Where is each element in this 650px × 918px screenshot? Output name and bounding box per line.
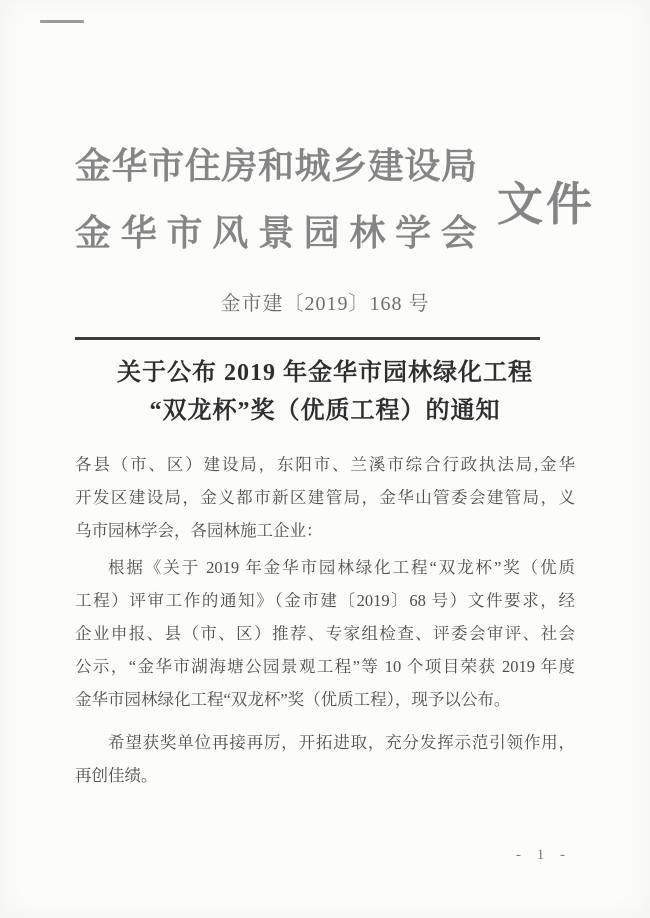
body-line: 企业申报、县（市、区）推荐、专家组检查、评委会审评、社会 (75, 624, 575, 643)
org-name-char: 城 (294, 146, 331, 186)
scan-corner-mark (40, 20, 84, 23)
letterhead-divider-rule (75, 337, 540, 340)
org-name-char: 房 (221, 146, 258, 186)
body-line: 各县（市、区）建设局，东阳市、兰溪市综合行政执法局,金华 (75, 455, 575, 474)
org-name-char: 设 (404, 146, 441, 186)
org-name-char: 园 (303, 213, 340, 253)
issuing-organizations (75, 130, 477, 264)
org-name-char: 和 (257, 146, 294, 186)
document-title-line1: 关于公布 2019 年金华市园林绿化工程 (117, 360, 533, 386)
document-title-line2: “双龙杯”奖（优质工程）的通知 (149, 398, 501, 424)
document-body (75, 448, 575, 792)
document-reference-number: 金市建〔2019〕168 号 (220, 293, 430, 315)
document-type-label: 文件 (497, 179, 595, 230)
org-name-char: 金 (75, 213, 112, 253)
org-name-char: 市 (148, 146, 185, 186)
org-name-char: 会 (440, 213, 477, 253)
org-name-char: 市 (166, 213, 203, 253)
org-name-char: 景 (257, 213, 294, 253)
body-line: 乌市园林学会，各园林施工企业： (75, 521, 323, 540)
addressee-paragraph (75, 448, 575, 547)
org-name-char: 金 (75, 146, 112, 186)
org-name-char: 学 (395, 213, 432, 253)
body-line: 金华市园林绿化工程“双龙杯”奖（优质工程），现予以公布。 (75, 690, 511, 709)
announcement-paragraph (75, 551, 575, 716)
org-name-line2 (75, 197, 477, 264)
document-title (0, 354, 650, 430)
body-line: 工程）评审工作的通知》（金市建〔2019〕68 号）文件要求，经 (75, 591, 575, 610)
body-line: 开发区建设局，金义都市新区建管局，金华山管委会建管局，义 (75, 488, 575, 507)
org-name-char: 住 (184, 146, 221, 186)
encouragement-paragraph (75, 726, 575, 792)
org-name-line1 (75, 130, 477, 197)
org-name-char: 乡 (331, 146, 368, 186)
body-line: 希望获奖单位再接再厉，开拓进取，充分发挥示范引领作用， (108, 733, 575, 752)
org-name-char: 林 (349, 213, 386, 253)
org-name-char: 华 (111, 146, 148, 186)
body-line: 根据《关于 2019 年金华市园林绿化工程“双龙杯”奖（优质 (108, 558, 575, 577)
org-name-char: 局 (440, 146, 477, 186)
page-number: - 1 - (516, 847, 571, 863)
document-letterhead (75, 130, 610, 264)
org-name-char: 华 (120, 213, 157, 253)
org-name-char: 风 (212, 213, 249, 253)
body-line: 再创佳绩。 (75, 766, 158, 785)
body-line: 公示，“金华市湖海塘公园景观工程”等 10 个项目荣获 2019 年度 (75, 657, 575, 676)
org-name-char: 建 (367, 146, 404, 186)
